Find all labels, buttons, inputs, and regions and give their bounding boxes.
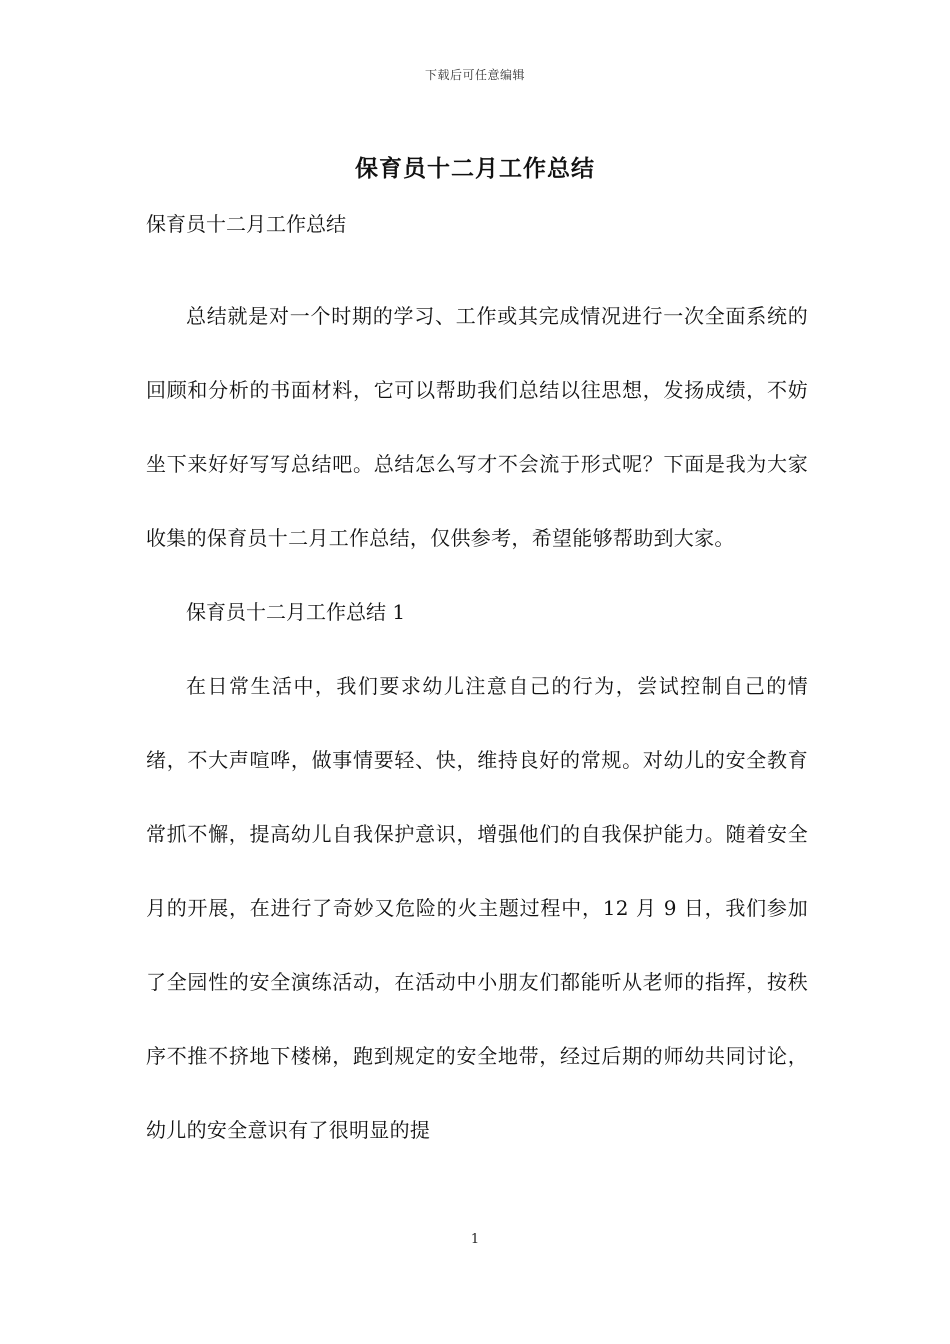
page-header: 下载后可任意编辑 <box>424 68 525 82</box>
document-body <box>146 206 808 1167</box>
document-subtitle: 保育员十二月工作总结 <box>146 212 346 236</box>
body-paragraph: 在日常生活中，我们要求幼儿注意自己的行为，尝试控制自己的情绪，不大声喧哗，做事情要轻、快，维持良好的常规。对幼儿的安全教育常抓不懈，提高幼儿自我保护意识，增强他们的自我保护能力。随着安全月的开展，在进行了奇妙又危险的火主题过程中，12 月 9 日，我们参加了全园性的安全演练活动，在活动中小朋友们都能听从老师的指挥，按秩序不推不挤地下楼梯，跑到规定的安全地带，经过后期的师幼共同讨论，幼儿的安全意识有了很明显的提 <box>146 674 808 1142</box>
intro-paragraph: 总结就是对一个时期的学习、工作或其完成情况进行一次全面系统的回顾和分析的书面材料，它可以帮助我们总结以往思想，发扬成绩，不妨坐下来好好写写总结吧。总结怎么写才不会流于形式呢？下面是我为大家收集的保育员十二月工作总结，仅供参考，希望能够帮助到大家。 <box>146 304 808 550</box>
document-title: 保育员十二月工作总结 <box>355 155 595 182</box>
page-number: 1 <box>470 1232 480 1247</box>
section-heading: 保育员十二月工作总结 1 <box>186 600 406 624</box>
